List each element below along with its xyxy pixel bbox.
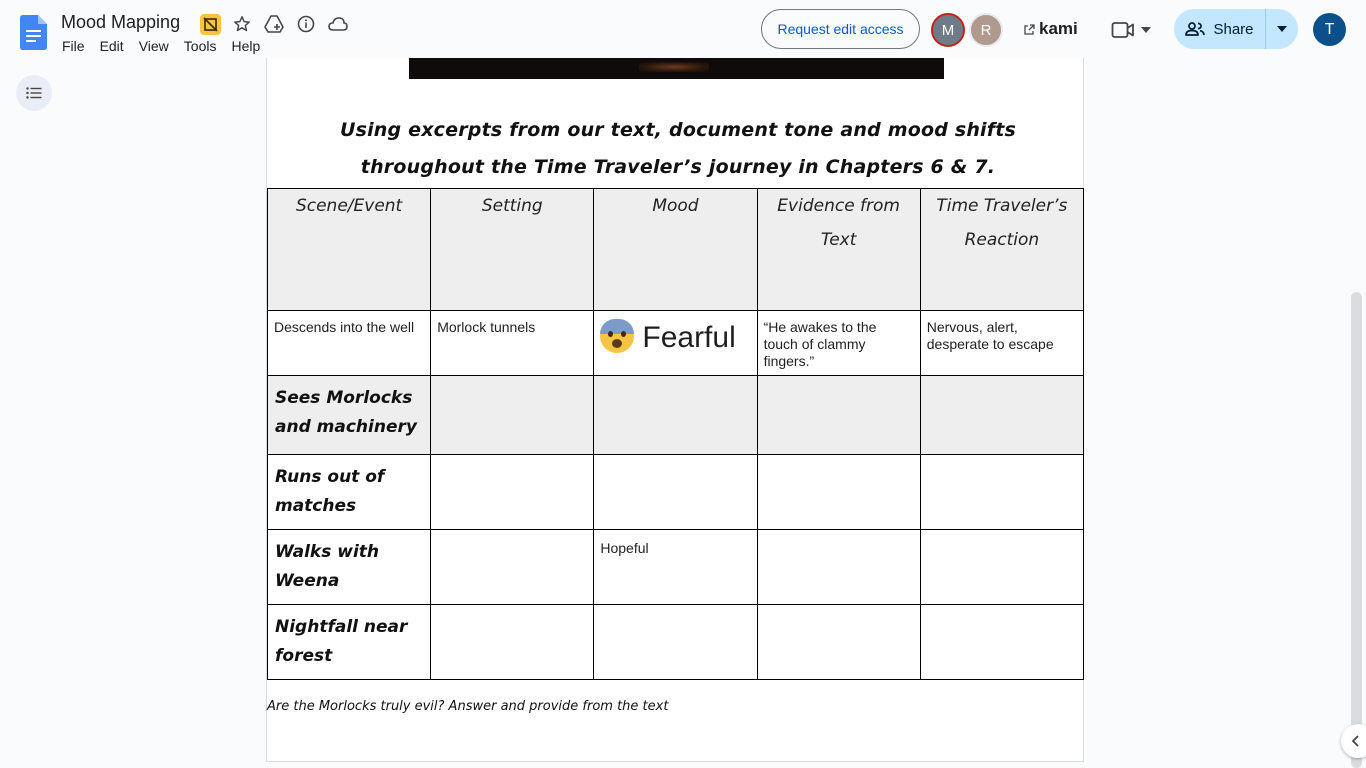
table-row — [268, 530, 1084, 605]
header-mood: Mood — [594, 189, 757, 311]
table-row — [268, 455, 1084, 530]
document-title[interactable]: Mood Mapping — [61, 12, 181, 32]
meet-button[interactable] — [1111, 17, 1155, 43]
fearful-face-icon — [600, 319, 634, 353]
cell-evidence[interactable]: “He awakes to the touch of clammy fingers.” — [757, 311, 920, 376]
kami-label: kami — [1039, 19, 1078, 38]
cell-scene[interactable]: Sees Morlocks and machinery — [268, 376, 431, 455]
image-glow — [639, 62, 709, 72]
menu-tools[interactable]: Tools — [183, 38, 217, 54]
people-icon — [1185, 22, 1205, 36]
cell-reaction[interactable] — [920, 530, 1083, 605]
cloud-saved-icon[interactable] — [327, 13, 349, 35]
title-icons — [200, 13, 349, 35]
cell-scene[interactable]: Descends into the well — [268, 311, 431, 376]
video-camera-icon — [1111, 21, 1135, 39]
chevron-down-icon — [1141, 27, 1151, 33]
cell-scene[interactable]: Nightfall near forest — [268, 605, 431, 680]
chevron-down-icon — [1277, 26, 1287, 32]
menu-help[interactable]: Help — [231, 38, 261, 54]
cell-setting[interactable] — [431, 530, 594, 605]
table-header-row — [268, 189, 1084, 311]
request-edit-access-button[interactable]: Request edit access — [761, 9, 920, 49]
menu-bar — [62, 38, 275, 54]
move-to-drive-icon[interactable] — [263, 13, 285, 35]
document-page[interactable] — [266, 58, 1084, 762]
cell-setting[interactable] — [431, 455, 594, 530]
side-panel-toggle-button[interactable] — [1341, 724, 1366, 758]
kami-extension-button[interactable] — [1024, 19, 1078, 39]
table-row — [268, 376, 1084, 455]
cell-mood[interactable] — [594, 376, 757, 455]
cell-reaction[interactable] — [920, 605, 1083, 680]
cell-mood[interactable] — [594, 311, 757, 376]
avatar-r[interactable]: R — [969, 13, 1003, 47]
top-header — [0, 0, 1366, 58]
mood-table — [267, 188, 1084, 680]
assignment-heading: Using excerpts from our text, document tone and mood shifts throughout the Time Traveler’s journey in Chapters 6 & 7. — [339, 119, 1017, 178]
cell-evidence[interactable] — [757, 455, 920, 530]
share-button[interactable] — [1174, 9, 1266, 49]
table-row — [268, 605, 1084, 680]
cell-reaction[interactable] — [920, 455, 1083, 530]
cell-reaction[interactable] — [920, 376, 1083, 455]
share-dropdown-button[interactable] — [1266, 9, 1298, 49]
google-docs-logo-icon[interactable] — [20, 15, 47, 50]
menu-view[interactable]: View — [138, 38, 169, 54]
cell-evidence[interactable] — [757, 530, 920, 605]
offline-unavailable-icon[interactable] — [200, 14, 221, 35]
header-setting: Setting — [431, 189, 594, 311]
info-icon[interactable] — [295, 13, 317, 35]
cell-scene[interactable]: Runs out of matches — [268, 455, 431, 530]
menu-edit[interactable]: Edit — [99, 38, 124, 54]
cell-setting[interactable]: Morlock tunnels — [431, 311, 594, 376]
chevron-left-icon — [1351, 735, 1359, 747]
header-scene-event: Scene/Event — [268, 189, 431, 311]
discussion-question: Are the Morlocks truly evil? Answer and provide from the text — [267, 699, 669, 714]
chapter-image — [409, 58, 944, 79]
cell-mood[interactable] — [594, 605, 757, 680]
star-icon[interactable] — [231, 13, 253, 35]
external-link-icon — [1024, 24, 1035, 35]
menu-file[interactable]: File — [62, 38, 85, 54]
vertical-scrollbar[interactable] — [1351, 292, 1362, 768]
list-outline-icon — [26, 87, 42, 99]
share-button-group — [1174, 9, 1298, 49]
cell-scene[interactable]: Walks with Weena — [268, 530, 431, 605]
cell-setting[interactable] — [431, 605, 594, 680]
table-row — [268, 311, 1084, 376]
cell-mood[interactable]: Hopeful — [594, 530, 757, 605]
mood-value: Fearful — [642, 321, 736, 354]
document-outline-button[interactable] — [16, 75, 52, 111]
cell-setting[interactable] — [431, 376, 594, 455]
header-evidence: Evidence from Text — [757, 189, 920, 311]
share-label: Share — [1213, 20, 1254, 38]
avatar-m[interactable]: M — [931, 13, 965, 47]
cell-evidence[interactable] — [757, 605, 920, 680]
cell-evidence[interactable] — [757, 376, 920, 455]
cell-mood[interactable] — [594, 455, 757, 530]
account-avatar[interactable]: T — [1313, 13, 1346, 46]
cell-reaction[interactable]: Nervous, alert, desperate to escape — [920, 311, 1083, 376]
header-reaction: Time Traveler’s Reaction — [920, 189, 1083, 311]
